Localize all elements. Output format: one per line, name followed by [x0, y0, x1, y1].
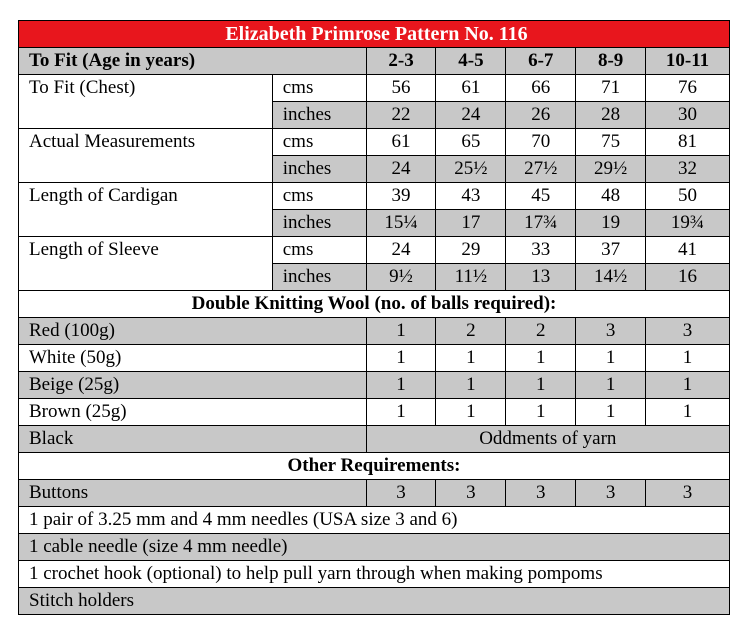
buttons-count: 3 — [646, 480, 730, 507]
unit-label: inches — [272, 264, 366, 291]
measurement-value: 13 — [506, 264, 576, 291]
measurement-value: 17¾ — [506, 210, 576, 237]
size-header-cell: 10-11 — [646, 48, 730, 75]
measurement-value: 17 — [436, 210, 506, 237]
measurement-value: 70 — [506, 129, 576, 156]
measurement-row — [19, 129, 730, 156]
measurement-value: 30 — [646, 102, 730, 129]
unit-label: cms — [272, 237, 366, 264]
measurement-value: 32 — [646, 156, 730, 183]
unit-label: inches — [272, 156, 366, 183]
measurement-value: 48 — [576, 183, 646, 210]
requirement-row — [19, 534, 730, 561]
measurement-row — [19, 183, 730, 210]
measurement-value: 39 — [366, 183, 436, 210]
measurement-label: Length of Cardigan — [19, 183, 273, 210]
measurement-value: 16 — [646, 264, 730, 291]
measurement-value: 41 — [646, 237, 730, 264]
measurement-value: 14½ — [576, 264, 646, 291]
measurement-value: 37 — [576, 237, 646, 264]
wool-count: 3 — [576, 318, 646, 345]
measurement-value: 9½ — [366, 264, 436, 291]
measurement-value: 25½ — [436, 156, 506, 183]
measurement-value: 22 — [366, 102, 436, 129]
unit-label: inches — [272, 102, 366, 129]
wool-count: 1 — [646, 399, 730, 426]
wool-count: 1 — [646, 345, 730, 372]
wool-count: 1 — [506, 372, 576, 399]
measurement-value: 65 — [436, 129, 506, 156]
wool-count: 1 — [646, 372, 730, 399]
measurement-value: 28 — [576, 102, 646, 129]
measurement-row — [19, 210, 730, 237]
wool-heading: Double Knitting Wool (no. of balls required): — [19, 291, 730, 318]
measurement-value: 71 — [576, 75, 646, 102]
measurement-row — [19, 102, 730, 129]
wool-count: 1 — [436, 399, 506, 426]
measurement-label: Length of Sleeve — [19, 237, 273, 264]
wool-count: 1 — [366, 399, 436, 426]
wool-count: 2 — [436, 318, 506, 345]
measurement-value: 29½ — [576, 156, 646, 183]
measurement-value: 19¾ — [646, 210, 730, 237]
requirement-item: 1 pair of 3.25 mm and 4 mm needles (USA size 3 and 6) — [19, 507, 730, 534]
measurement-label-blank — [19, 210, 273, 237]
other-heading: Other Requirements: — [19, 453, 730, 480]
wool-black-row — [19, 426, 730, 453]
requirement-item: 1 cable needle (size 4 mm needle) — [19, 534, 730, 561]
measurement-value: 33 — [506, 237, 576, 264]
size-header-cell: 2-3 — [366, 48, 436, 75]
measurement-value: 11½ — [436, 264, 506, 291]
measurement-value: 19 — [576, 210, 646, 237]
measurement-label: To Fit (Chest) — [19, 75, 273, 102]
unit-label: cms — [272, 183, 366, 210]
wool-count: 1 — [436, 372, 506, 399]
age-header-label: To Fit (Age in years) — [19, 48, 367, 75]
requirement-row — [19, 588, 730, 615]
measurement-value: 43 — [436, 183, 506, 210]
measurement-label-blank — [19, 102, 273, 129]
pattern-table — [18, 20, 730, 615]
buttons-row — [19, 480, 730, 507]
buttons-count: 3 — [576, 480, 646, 507]
wool-count: 2 — [506, 318, 576, 345]
measurement-value: 15¼ — [366, 210, 436, 237]
measurement-value: 27½ — [506, 156, 576, 183]
measurement-row — [19, 75, 730, 102]
wool-count: 1 — [576, 345, 646, 372]
measurement-label-blank — [19, 156, 273, 183]
wool-label: Brown (25g) — [19, 399, 367, 426]
size-header-cell: 6-7 — [506, 48, 576, 75]
wool-label: White (50g) — [19, 345, 367, 372]
requirement-row — [19, 561, 730, 588]
title-row — [19, 21, 730, 48]
wool-count: 1 — [576, 372, 646, 399]
measurement-label: Actual Measurements — [19, 129, 273, 156]
buttons-count: 3 — [436, 480, 506, 507]
wool-count: 1 — [366, 372, 436, 399]
wool-label: Black — [19, 426, 367, 453]
wool-row — [19, 318, 730, 345]
wool-black-value: Oddments of yarn — [366, 426, 729, 453]
wool-count: 1 — [366, 345, 436, 372]
measurement-value: 29 — [436, 237, 506, 264]
wool-row — [19, 399, 730, 426]
measurement-value: 56 — [366, 75, 436, 102]
requirement-item: Stitch holders — [19, 588, 730, 615]
wool-count: 1 — [366, 318, 436, 345]
wool-row — [19, 372, 730, 399]
buttons-count: 3 — [506, 480, 576, 507]
wool-count: 3 — [646, 318, 730, 345]
wool-label: Red (100g) — [19, 318, 367, 345]
measurement-label-blank — [19, 264, 273, 291]
measurement-value: 24 — [366, 237, 436, 264]
size-header-cell: 4-5 — [436, 48, 506, 75]
wool-row — [19, 345, 730, 372]
wool-heading-row — [19, 291, 730, 318]
measurement-row — [19, 156, 730, 183]
requirement-item: 1 crochet hook (optional) to help pull yarn through when making pompoms — [19, 561, 730, 588]
measurement-value: 61 — [366, 129, 436, 156]
table-title: Elizabeth Primrose Pattern No. 116 — [19, 21, 730, 48]
wool-count: 1 — [506, 399, 576, 426]
measurement-value: 66 — [506, 75, 576, 102]
measurement-value: 75 — [576, 129, 646, 156]
measurement-row — [19, 237, 730, 264]
buttons-label: Buttons — [19, 480, 367, 507]
unit-label: inches — [272, 210, 366, 237]
unit-label: cms — [272, 75, 366, 102]
wool-count: 1 — [506, 345, 576, 372]
requirement-row — [19, 507, 730, 534]
buttons-count: 3 — [366, 480, 436, 507]
measurement-value: 24 — [366, 156, 436, 183]
wool-count: 1 — [576, 399, 646, 426]
measurement-value: 45 — [506, 183, 576, 210]
unit-label: cms — [272, 129, 366, 156]
measurement-value: 76 — [646, 75, 730, 102]
measurement-value: 26 — [506, 102, 576, 129]
measurement-value: 61 — [436, 75, 506, 102]
wool-label: Beige (25g) — [19, 372, 367, 399]
size-header-cell: 8-9 — [576, 48, 646, 75]
other-heading-row — [19, 453, 730, 480]
measurement-value: 50 — [646, 183, 730, 210]
measurement-value: 81 — [646, 129, 730, 156]
wool-count: 1 — [436, 345, 506, 372]
measurement-row — [19, 264, 730, 291]
size-header-row — [19, 48, 730, 75]
measurement-value: 24 — [436, 102, 506, 129]
